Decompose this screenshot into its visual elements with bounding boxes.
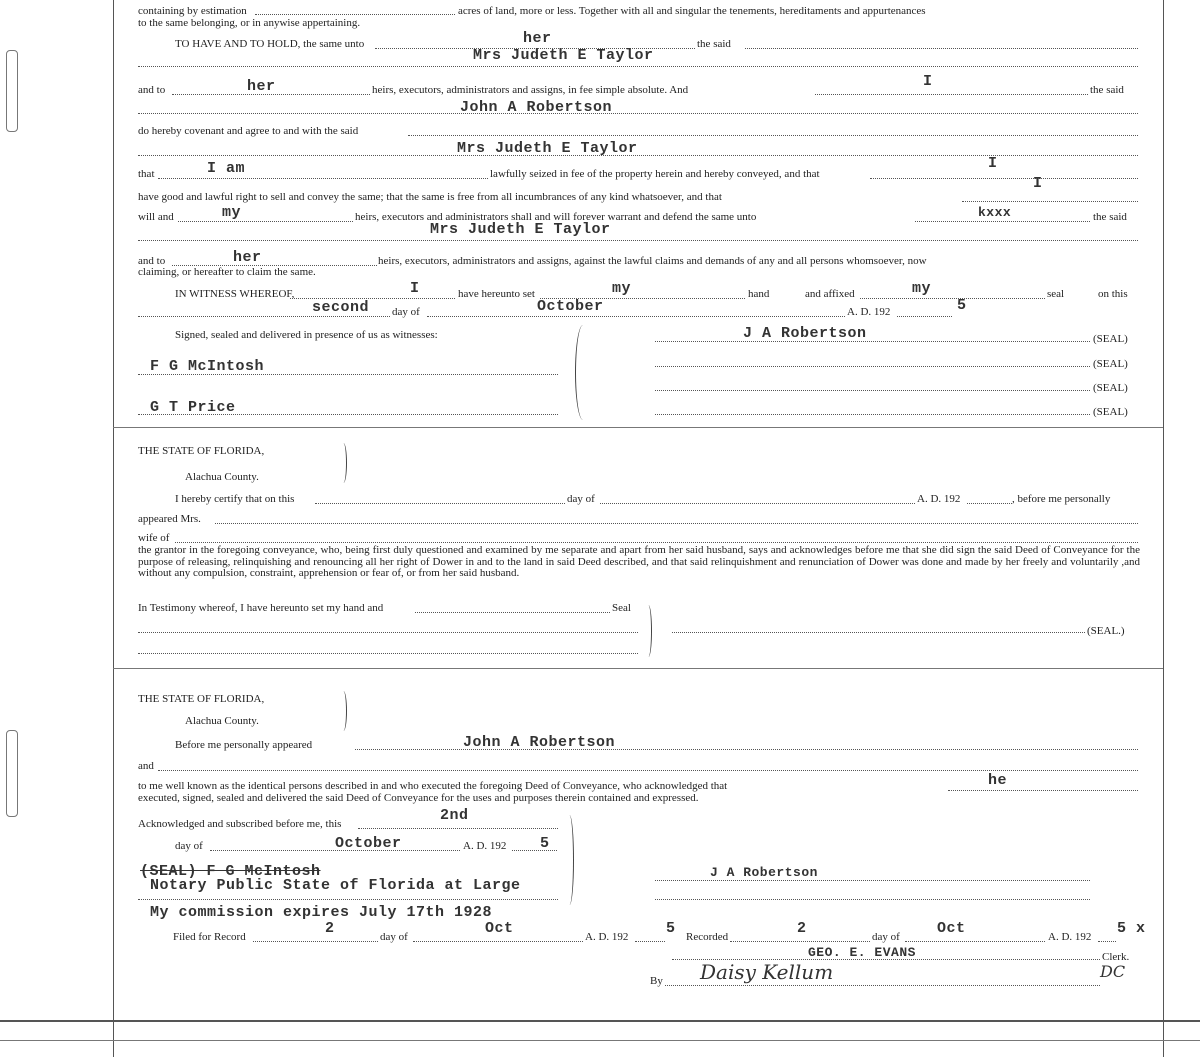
ad-label: A. D. 192 (1048, 931, 1092, 943)
notary-title: Notary Public State of Florida at Large (150, 877, 521, 894)
pronoun: her (233, 249, 262, 266)
recorded-month: Oct (937, 920, 966, 937)
certify-text: I hereby certify that on this (175, 493, 295, 505)
pronoun: I (410, 280, 420, 297)
dotted-line (138, 113, 1138, 114)
grantee-name: Mrs Judeth E Taylor (430, 221, 611, 238)
recorded-label: Recorded (686, 931, 729, 943)
testimony-text: In Testimony whereof, I have hereunto set my hand and (138, 602, 384, 614)
affixed-label: and affixed (805, 288, 855, 300)
dotted-line (915, 221, 1090, 222)
seal-label: (SEAL) (1093, 382, 1128, 394)
dotted-line (665, 985, 1100, 986)
dotted-line (158, 178, 488, 179)
and-to-label: and to (138, 255, 166, 267)
before-me-text: , before me personally (1012, 493, 1111, 505)
dotted-line (253, 941, 378, 942)
dotted-line (1098, 941, 1116, 942)
brace (645, 605, 652, 657)
witnesses-label: Signed, sealed and delivered in presence of us as witnesses: (175, 329, 438, 341)
struck-text: kxxx (978, 205, 1012, 220)
dotted-line (905, 941, 1045, 942)
dotted-line (635, 941, 665, 942)
dotted-line (315, 503, 565, 504)
signature-line (655, 899, 1090, 900)
seal-label: Seal (612, 602, 631, 614)
grantor-signature: J A Robertson (743, 325, 867, 342)
pronoun: he (988, 772, 1008, 789)
section-divider (113, 427, 1163, 428)
signature-line (138, 653, 638, 654)
state-heading: THE STATE OF FLORIDA, (138, 693, 265, 705)
brace (340, 691, 347, 731)
dotted-line (897, 316, 952, 317)
state-heading: THE STATE OF FLORIDA, (138, 445, 265, 457)
commission-expiry: My commission expires July 17th 1928 (150, 904, 493, 921)
acres-field (255, 14, 455, 15)
right-to-sell-text: have good and lawful right to sell and convey the same; that the same is free from all incumbrances of any kind whatsoever, and that (138, 191, 722, 203)
dotted-line (415, 612, 610, 613)
dotted-line (138, 899, 558, 900)
brace (340, 443, 347, 483)
execution-day: second (312, 299, 370, 316)
by-label: By (650, 975, 663, 987)
right-border (1163, 0, 1164, 1057)
dotted-line (427, 316, 845, 317)
dotted-line (967, 503, 1012, 504)
signature-line (655, 366, 1090, 367)
unto-value: her (523, 30, 552, 47)
ad-label: A. D. 192 (463, 840, 507, 852)
deputy-clerk-signature: Daisy Kellum (700, 960, 834, 984)
dotted-line (408, 135, 1138, 136)
ad-label: A. D. 192 (917, 493, 961, 505)
seal-label: (SEAL) (1093, 406, 1128, 418)
pronoun: I (1033, 175, 1043, 192)
appearing-person: John A Robertson (463, 734, 616, 751)
clerk-name: GEO. E. EVANS (808, 945, 916, 960)
dotted-line (175, 542, 1138, 543)
pronoun: my (222, 204, 242, 221)
clerk-label: Clerk. (1102, 951, 1130, 963)
ack-year: 5 (540, 835, 550, 852)
claiming-text: claiming, or hereafter to claim the same. (138, 266, 316, 278)
brace (575, 325, 591, 420)
dotted-line (745, 48, 1138, 49)
dotted-line (730, 941, 870, 942)
day-of-label: day of (872, 931, 900, 943)
appertaining-text: to the same belonging, or in anywise appertaining. (138, 17, 361, 29)
day-of-label: day of (392, 306, 420, 318)
signature-line (655, 341, 1090, 342)
grantee-name: Mrs Judeth E Taylor (457, 140, 638, 157)
dotted-line (138, 66, 1138, 67)
signature-line (672, 632, 1085, 633)
habendum-text: TO HAVE AND TO HOLD, the same unto (175, 38, 365, 50)
brace (565, 815, 574, 905)
dotted-line (215, 523, 1138, 524)
dotted-line (815, 94, 1088, 95)
grantor-signature: J A Robertson (710, 865, 818, 880)
dotted-line (158, 770, 1138, 771)
seal-label: (SEAL) (1093, 333, 1128, 345)
deputy-clerk-initials: DC (1100, 962, 1126, 981)
wife-of-label: wife of (138, 532, 170, 544)
known-text: to me well known as the identical persons described in and who executed the foregoing Deed of Conveyance, who acknowledged that (138, 780, 728, 792)
warrant-text: heirs, executors and administrators shall and will forever warrant and defend the same unto (355, 211, 757, 223)
signature-line (138, 374, 558, 375)
dotted-line (138, 316, 390, 317)
defend-text: heirs, executors, administrators and assigns, against the lawful claims and demands of any and all persons whomsoever, now (378, 255, 927, 267)
fee-simple-text: heirs, executors, administrators and assigns, in fee simple absolute. And (372, 84, 689, 96)
signature-line (655, 390, 1090, 391)
dotted-line (962, 201, 1138, 202)
dower-paragraph: the grantor in the foregoing conveyance, who, being first duly questioned and examined by me separate and apart from her said husband, says and acknowledges before me that she did sign the said Deed of Conveyance for the purpose of releasing, relinquishing and renouncing all her right of Dower in and to the land in said Deed described, and that said relinquishment and renunciation of Dower was done and made by her freely and voluntarily ,and without any compulsion, constraint, apprehension or fear of, or from her said husband. (138, 544, 1140, 579)
county-heading: Alachua County. (185, 715, 259, 727)
binding-tab (6, 730, 18, 817)
that-label: that (138, 168, 155, 180)
seized-text: lawfully seized in fee of the property herein and hereby conveyed, and that (490, 168, 820, 180)
the-said-label: the said (697, 38, 731, 50)
witness-signature: G T Price (150, 399, 236, 416)
section-divider (113, 668, 1163, 669)
day-of-label: day of (175, 840, 203, 852)
dotted-line (358, 828, 558, 829)
ad-label: A. D. 192 (847, 306, 891, 318)
appeared-label: appeared Mrs. (138, 513, 201, 525)
filed-day: 2 (325, 920, 335, 937)
ack-month: October (335, 835, 402, 852)
and-label: and (138, 760, 154, 772)
hereunto-text: have hereunto set (458, 288, 535, 300)
will-and-label: will and (138, 211, 174, 223)
bottom-rule (0, 1020, 1200, 1022)
dotted-line (138, 240, 1138, 241)
ack-day: 2nd (440, 807, 469, 824)
dotted-line (512, 850, 557, 851)
seal-label: seal (1047, 288, 1065, 300)
the-said-label: the said (1090, 84, 1124, 96)
recorded-day: 2 (797, 920, 807, 937)
estimation-label: containing by estimation (138, 5, 247, 17)
filed-month: Oct (485, 920, 514, 937)
day-of-label: day of (567, 493, 595, 505)
grantor-name: John A Robertson (460, 99, 613, 116)
covenant-text: do hereby covenant and agree to and with the said (138, 125, 359, 137)
and-to-label: and to (138, 84, 166, 96)
bottom-rule (0, 1040, 1200, 1041)
signature-line (655, 414, 1090, 415)
filed-label: Filed for Record (173, 931, 246, 943)
the-said-label: the said (1093, 211, 1127, 223)
subscribed-text: Acknowledged and subscribed before me, this (138, 818, 342, 830)
dotted-line (178, 221, 353, 222)
seal-label: (SEAL) (1093, 358, 1128, 370)
seal-label: (SEAL.) (1087, 625, 1125, 637)
signature-line (138, 414, 558, 415)
ad-label: A. D. 192 (585, 931, 629, 943)
execution-month: October (537, 298, 604, 315)
grantee-name: Mrs Judeth E Taylor (473, 47, 654, 64)
binding-tab (6, 50, 18, 132)
pronoun: my (612, 280, 632, 297)
dotted-line (413, 941, 583, 942)
acres-text: acres of land, more or less. Together with all and singular the tenements, hereditaments and appurtenances (458, 5, 926, 17)
grantor-pronoun: I (923, 73, 933, 90)
dotted-line (870, 178, 1138, 179)
filed-year: 5 (666, 920, 676, 937)
executed-text: executed, signed, sealed and delivered the said Deed of Conveyance for the uses and purposes therein contained and expressed. (138, 792, 699, 804)
signature-line (655, 880, 1090, 881)
seized-party: I am (207, 160, 246, 177)
recorded-year: 5 x (1117, 920, 1146, 937)
heirs-pronoun: her (247, 78, 276, 95)
county-heading: Alachua County. (185, 471, 259, 483)
dotted-line (948, 790, 1138, 791)
signature-line (138, 632, 638, 633)
dotted-line (600, 503, 915, 504)
before-me-text: Before me personally appeared (175, 739, 313, 751)
pronoun: I (988, 155, 998, 172)
notary-seal-signature: (SEAL) F G McIntosh (140, 863, 321, 880)
dotted-line (860, 298, 1045, 299)
execution-year: 5 (957, 297, 967, 314)
witness-signature: F G McIntosh (150, 358, 265, 375)
on-this-label: on this (1098, 288, 1128, 300)
hand-label: hand (748, 288, 770, 300)
witness-whereof: IN WITNESS WHEREOF, (175, 288, 295, 300)
pronoun: my (912, 280, 932, 297)
left-border (113, 0, 114, 1057)
day-of-label: day of (380, 931, 408, 943)
